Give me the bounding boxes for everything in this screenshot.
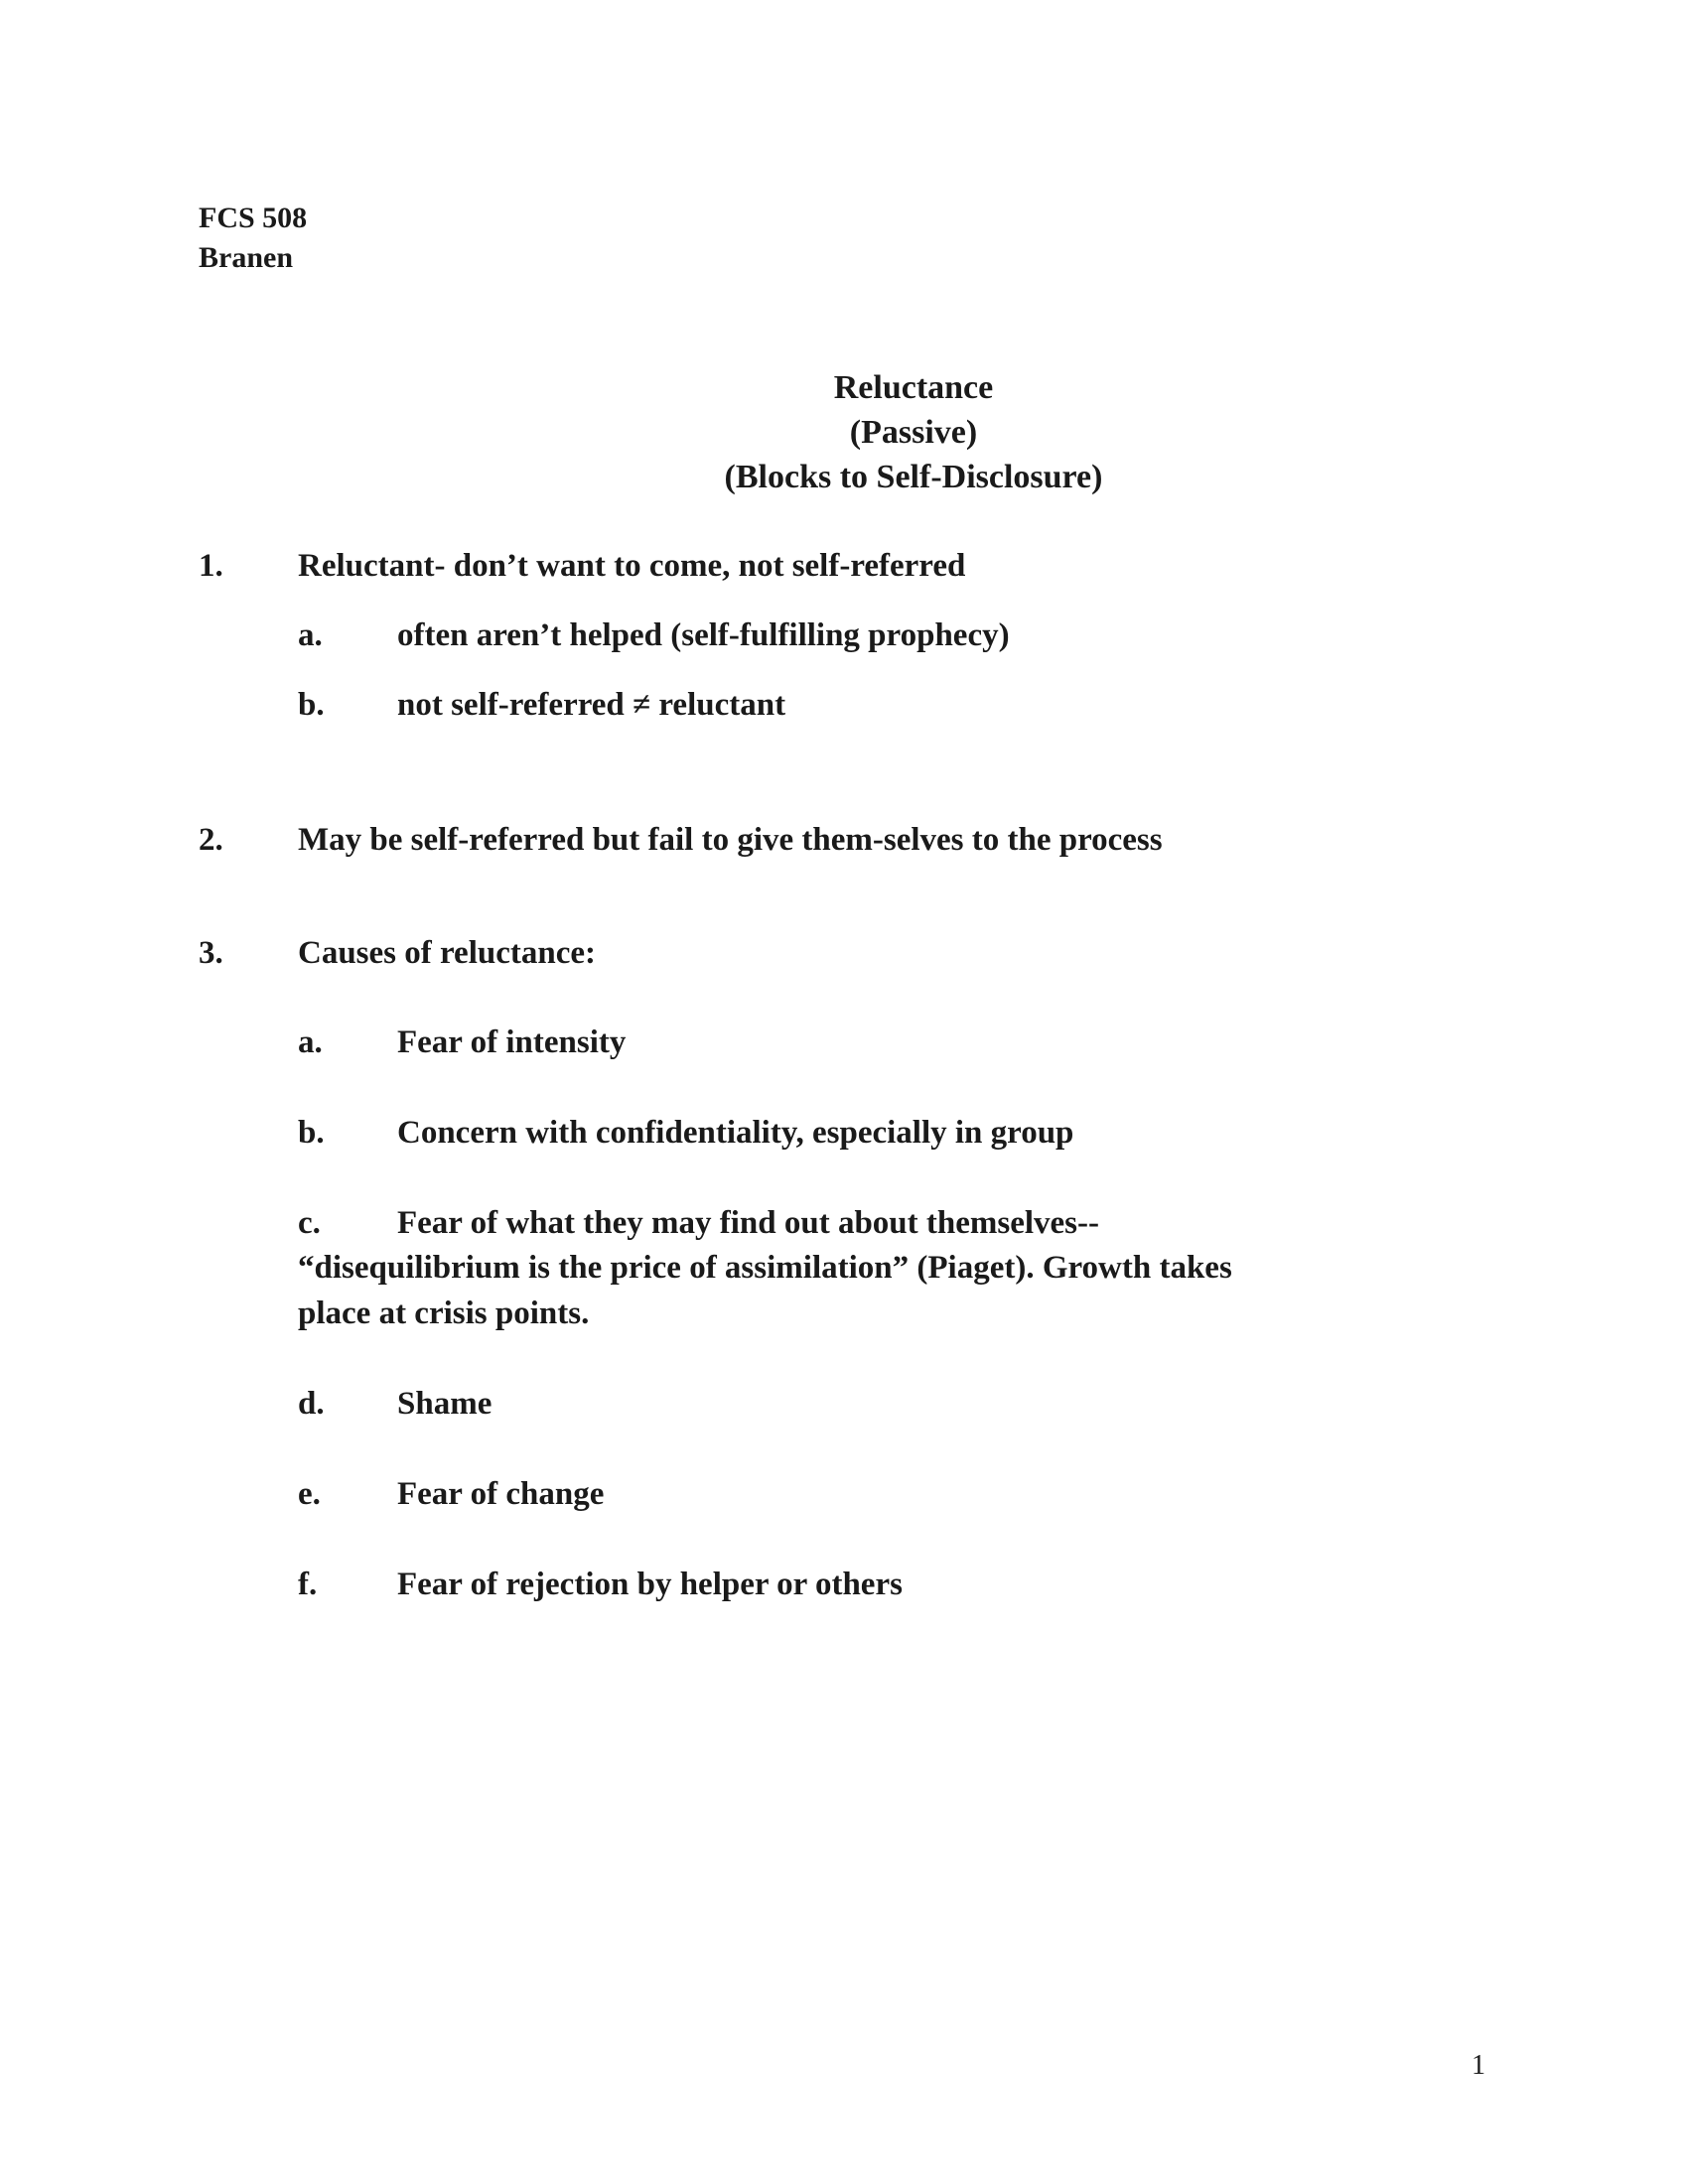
item-3-sub-b-letter: b. xyxy=(298,1115,325,1151)
item-3-sub-a-text: Fear of intensity xyxy=(397,1024,627,1060)
item-3-sub-d-letter: d. xyxy=(298,1386,325,1422)
item-3-sub-f-text: Fear of rejection by helper or others xyxy=(397,1567,903,1602)
item-text-1: Reluctant- don’t want to come, not self-referred xyxy=(298,548,966,584)
item-3-sub-c-letter: c. xyxy=(298,1205,321,1241)
item-text-3: Causes of reluctance: xyxy=(298,935,596,971)
item-3-sub-f-letter: f. xyxy=(298,1567,318,1602)
item-text-2: May be self-referred but fail to give them-selves to the process xyxy=(298,822,1163,858)
item-1-sub-b-letter: b. xyxy=(298,687,325,723)
item-1-sub-a-letter: a. xyxy=(298,617,323,653)
course-code: FCS 508 xyxy=(199,202,308,234)
item-3-sub-c-text: Fear of what they may find out about themselves-- xyxy=(397,1205,1100,1241)
item-3-sub-b-text: Concern with confidentiality, especially in group xyxy=(397,1115,1074,1151)
page-number: 1 xyxy=(1472,2050,1485,2081)
item-3-sub-e-letter: e. xyxy=(298,1476,321,1512)
instructor-name: Branen xyxy=(199,241,294,274)
item-number-2: 2. xyxy=(199,822,223,858)
item-number-3: 3. xyxy=(199,935,223,971)
item-number-1: 1. xyxy=(199,548,223,584)
page-title: Reluctance xyxy=(833,369,994,406)
item-1-sub-b-text: not self-referred ≠ reluctant xyxy=(397,687,786,723)
item-3-sub-c-continuation-1: “disequilibrium is the price of assimilation” (Piaget). Growth takes xyxy=(298,1250,1232,1286)
page-subtitle-blocks: (Blocks to Self-Disclosure) xyxy=(724,459,1103,495)
item-3-sub-c-continuation-2: place at crisis points. xyxy=(298,1296,590,1331)
item-3-sub-a-letter: a. xyxy=(298,1024,323,1060)
item-3-sub-d-text: Shame xyxy=(397,1386,492,1422)
page-subtitle-passive: (Passive) xyxy=(849,414,978,451)
item-1-sub-a-text: often aren’t helped (self-fulfilling prophecy) xyxy=(397,617,1010,653)
item-3-sub-e-text: Fear of change xyxy=(397,1476,605,1512)
